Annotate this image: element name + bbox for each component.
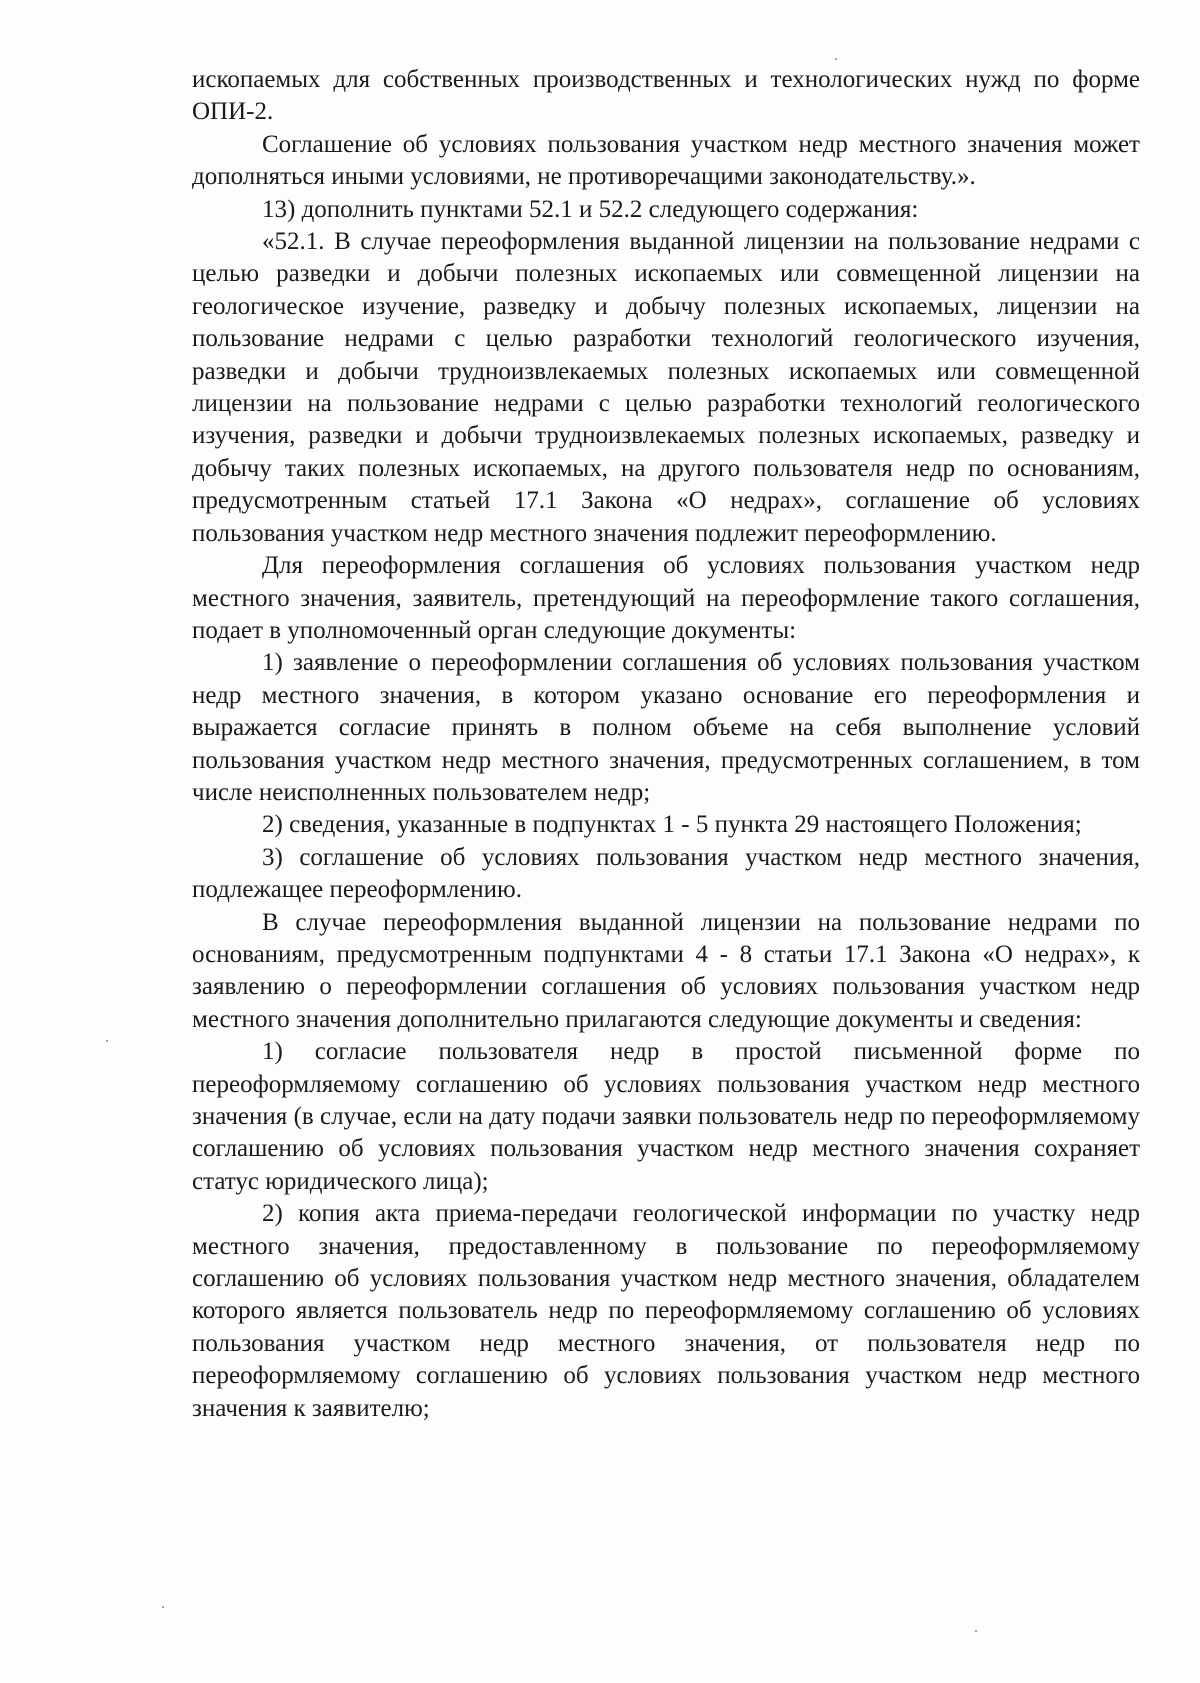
- list-item-information: 2) сведения, указанные в подпунктах 1 - 5 пункта 29 настоящего Положения;: [262, 811, 1082, 839]
- paragraph-item-13: 13) дополнить пунктами 52.1 и 52.2 следующего содержания:: [262, 195, 919, 223]
- document-body: [192, 64, 1140, 1425]
- paragraph-additional-documents: В случае переоформления выданной лицензии на пользование недрами по основаниям, предусмотренным подпунктами 4 - 8 статьи 17.1 Закона «О недрах», к заявлению о переоформлении соглашения об условиях пользования участком недр местного значения дополнительно прилагаются следующие документы и сведения:: [192, 908, 1140, 1033]
- scan-speck: [106, 1040, 108, 1042]
- list-item-application: 1) заявление о переоформлении соглашения об условиях пользования участком недр местного значения, в котором указано основание его переоформления и выражается согласие принять в полном объеме на себя выполнение условий пользования участком недр местного значения, предусмотренных соглашением, в том числе неисполненных пользователем недр;: [192, 649, 1140, 806]
- scan-speck: [835, 58, 837, 60]
- paragraph-continuation: ископаемых для собственных производственных и технологических нужд по форме ОПИ-2.: [192, 66, 1140, 126]
- list-item-agreement: 3) соглашение об условиях пользования участком недр местного значения, подлежащее переоформлению.: [192, 843, 1140, 904]
- scan-speck: [162, 1606, 164, 1608]
- list-item-consent: 1) согласие пользователя недр в простой письменной форме по переоформляемому соглашению об условиях пользования участком недр местного значения (в случае, если на дату подачи заявки пользователь недр по переоформляемому соглашению об условиях пользования участком недр местного значения сохраняет статус юридического лица);: [192, 1038, 1140, 1195]
- paragraph-reissue-documents: Для переоформления соглашения об условиях пользования участком недр местного значения, заявитель, претендующий на переоформление такого соглашения, подает в уполномоченный орган следующие документы:: [192, 552, 1140, 644]
- scan-speck: [975, 1630, 977, 1632]
- list-item-act-copy: 2) копия акта приема-передачи геологической информации по участку недр местного значения, предоставленному в пользование по переоформляемому соглашению об условиях пользования участком недр местного значения, обладателем которого является пользователь недр по переоформляемому соглашению об условиях пользования участком недр местного значения, от пользователя недр по переоформляемому соглашению об условиях пользования участком недр местного значения к заявителю;: [192, 1200, 1140, 1422]
- paragraph-agreement-supplement: Соглашение об условиях пользования участком недр местного значения может дополняться иными условиями, не противоречащими законодательству.».: [192, 130, 1140, 191]
- paragraph-clause-52-1: «52.1. В случае переоформления выданной лицензии на пользование недрами с целью разведки и добычи полезных ископаемых или совмещенной лицензии на геологическое изучение, разведку и добычу полезных ископаемых, лицензии на пользование недрами с целью разработки технологий геологического изучения, разведки и добычи трудноизвлекаемых полезных ископаемых или совмещенной лицензии на пользование недрами с целью разработки технологий геологического изучения, разведки и добычи трудноизвлекаемых полезных ископаемых, разведку и добычу таких полезных ископаемых, на другого пользователя недр по основаниям, предусмотренным статьей 17.1 Закона «О недрах», соглашение об условиях пользования участком недр местного значения подлежит переоформлению.: [192, 228, 1140, 547]
